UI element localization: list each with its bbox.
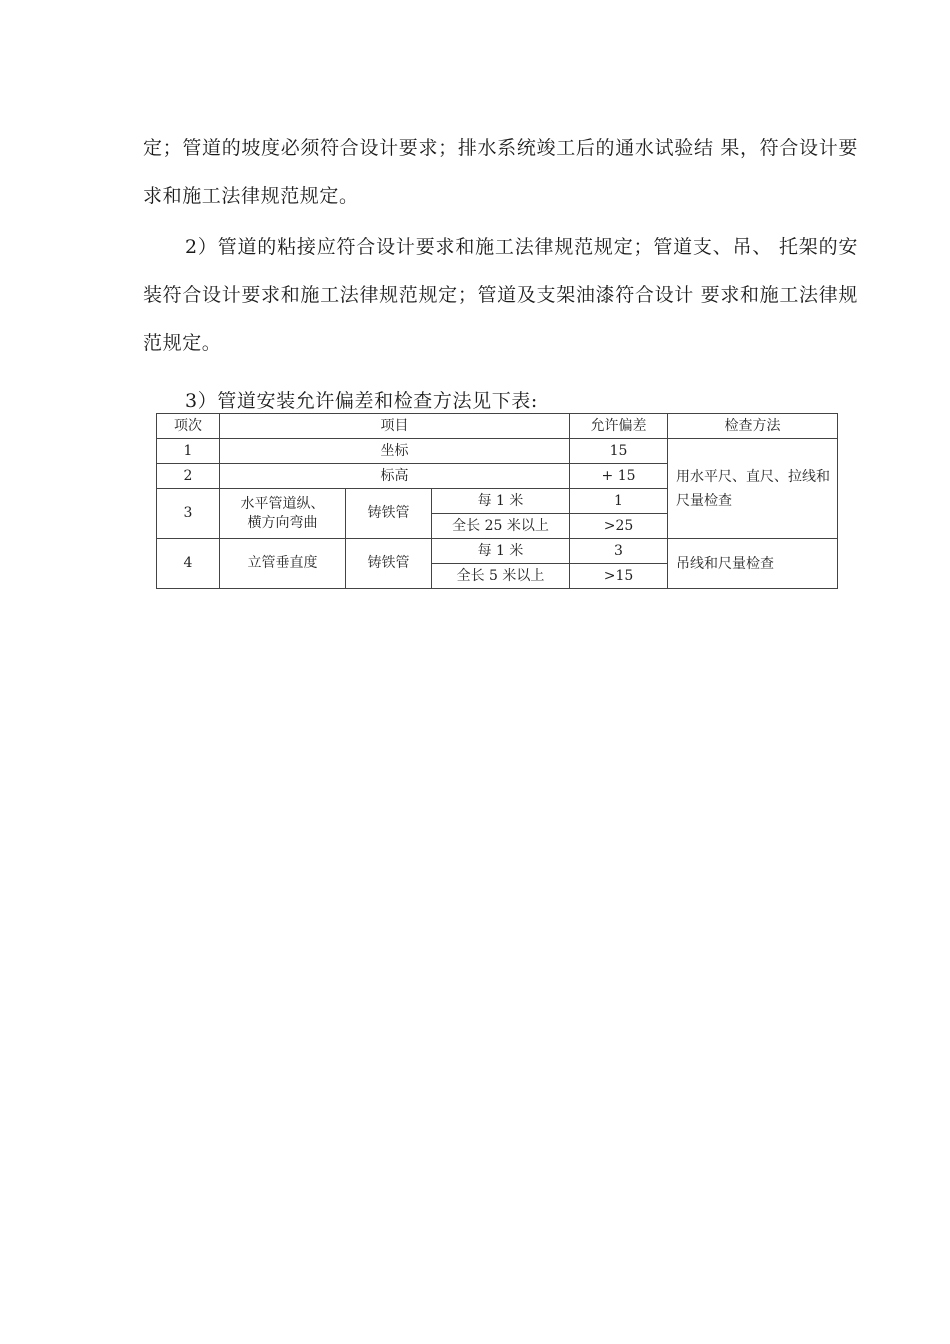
row-method: 吊线和尺量检查 bbox=[668, 539, 838, 589]
header-no: 项次 bbox=[157, 414, 220, 439]
body-paragraph-2: 2）管道的粘接应符合设计要求和施工法律规范规定；管道支、吊、 托架的安装符合设计要求和施工法律规范规定；管道及支架油漆符合设计 要求和施工法律规范规定。 bbox=[143, 236, 858, 354]
row-tolerance: 1 bbox=[570, 489, 668, 514]
row-tolerance: + 15 bbox=[570, 464, 668, 489]
row-material: 铸铁管 bbox=[346, 489, 432, 539]
row-subrange: 每 1 米 bbox=[432, 489, 570, 514]
row-no: 1 bbox=[157, 439, 220, 464]
header-tolerance: 允许偏差 bbox=[570, 414, 668, 439]
row-tolerance: 3 bbox=[570, 539, 668, 564]
row-item: 立管垂直度 bbox=[220, 539, 346, 589]
table-row bbox=[157, 439, 838, 464]
body-paragraph-1: 定；管道的坡度必须符合设计要求；排水系统竣工后的通水试验结 果，符合设计要求和施工法律规范规定。 bbox=[143, 137, 858, 207]
row-no: 3 bbox=[157, 489, 220, 539]
row-tolerance: >15 bbox=[570, 564, 668, 589]
row-tolerance: 15 bbox=[570, 439, 668, 464]
row-item: 水平管道纵、横方向弯曲 bbox=[220, 489, 346, 539]
row-subrange: 每 1 米 bbox=[432, 539, 570, 564]
table-intro-paragraph: 3）管道安装允许偏差和检查方法见下表: bbox=[185, 390, 538, 412]
row-material: 铸铁管 bbox=[346, 539, 432, 589]
header-method: 检查方法 bbox=[668, 414, 838, 439]
row-method: 用水平尺、直尺、拉线和尺量检查 bbox=[668, 439, 838, 539]
row-tolerance: >25 bbox=[570, 514, 668, 539]
row-subrange: 全长 5 米以上 bbox=[432, 564, 570, 589]
row-item: 标高 bbox=[220, 464, 570, 489]
header-item: 项目 bbox=[220, 414, 570, 439]
row-no: 2 bbox=[157, 464, 220, 489]
row-item: 坐标 bbox=[220, 439, 570, 464]
row-no: 4 bbox=[157, 539, 220, 589]
table-row bbox=[157, 539, 838, 564]
table-header-row bbox=[157, 414, 838, 439]
tolerance-table bbox=[156, 413, 838, 589]
row-subrange: 全长 25 米以上 bbox=[432, 514, 570, 539]
